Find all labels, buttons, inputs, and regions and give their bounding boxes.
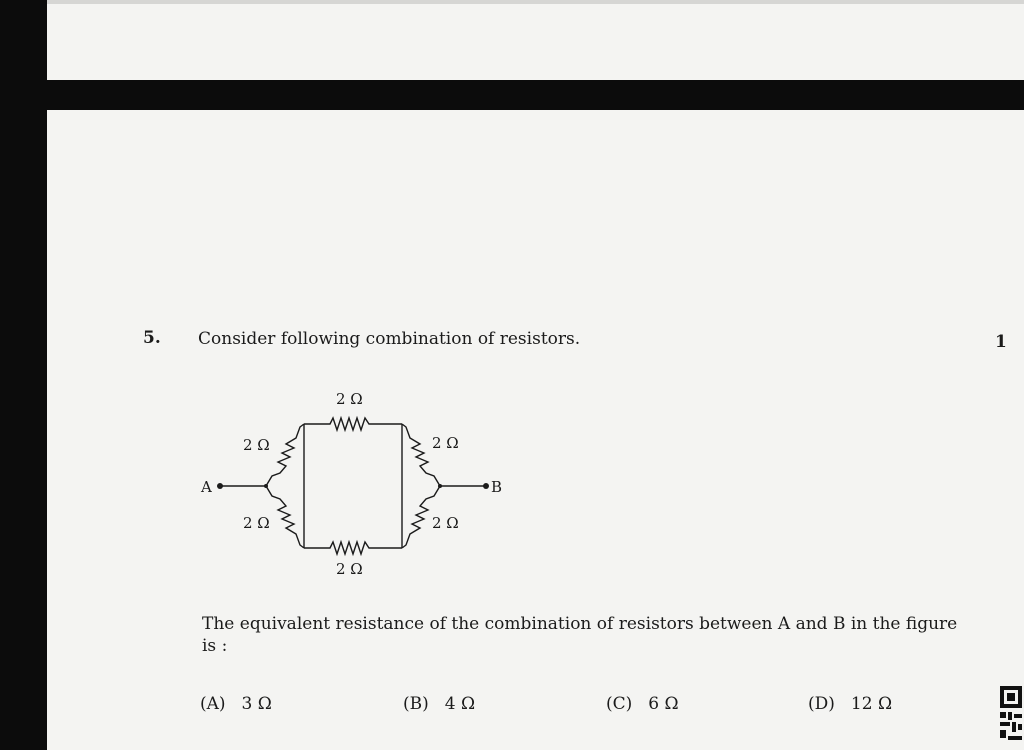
- option-value: 12 Ω: [850, 694, 893, 714]
- question-marks: 1: [995, 332, 1007, 352]
- junction-left: [264, 484, 268, 488]
- node-b-label: B: [491, 478, 503, 496]
- option-label: (B): [403, 694, 429, 714]
- resistor-upper-left: [266, 424, 304, 486]
- answer-options: [0, 694, 1024, 724]
- label-resistor-lower-left: 2 Ω: [243, 514, 270, 532]
- label-resistor-lower-right: 2 Ω: [432, 514, 459, 532]
- option-d[interactable]: [808, 694, 892, 714]
- question-number: 5.: [143, 328, 161, 348]
- label-resistor-top: 2 Ω: [336, 390, 363, 408]
- option-c[interactable]: [606, 694, 679, 714]
- option-label: (C): [606, 694, 633, 714]
- top-page-edge: [47, 0, 1024, 4]
- label-resistor-bottom: 2 Ω: [336, 560, 363, 578]
- resistor-bottom: [304, 542, 402, 554]
- resistor-top: [304, 418, 402, 430]
- qr-code-icon: [998, 684, 1024, 746]
- resistor-circuit-diagram: [180, 380, 520, 590]
- terminal-b-dot: [483, 483, 489, 489]
- top-dark-band: [47, 80, 1024, 110]
- option-b[interactable]: [403, 694, 475, 714]
- option-value: 3 Ω: [241, 694, 272, 714]
- question-prompt: Consider following combination of resistors.: [198, 329, 581, 349]
- option-value: 6 Ω: [648, 694, 679, 714]
- option-label: (D): [808, 694, 835, 714]
- label-resistor-upper-left: 2 Ω: [243, 436, 270, 454]
- label-resistor-upper-right: 2 Ω: [432, 434, 459, 452]
- junction-right: [438, 484, 442, 488]
- question-body: The equivalent resistance of the combination of resistors between A and B in the figure is :: [202, 614, 958, 656]
- option-a[interactable]: [200, 694, 272, 714]
- resistor-lower-left: [266, 486, 304, 548]
- option-value: 4 Ω: [444, 694, 476, 714]
- node-a-label: A: [201, 478, 212, 496]
- left-dark-edge: [0, 0, 47, 750]
- terminal-a-dot: [217, 483, 223, 489]
- option-label: (A): [200, 694, 226, 714]
